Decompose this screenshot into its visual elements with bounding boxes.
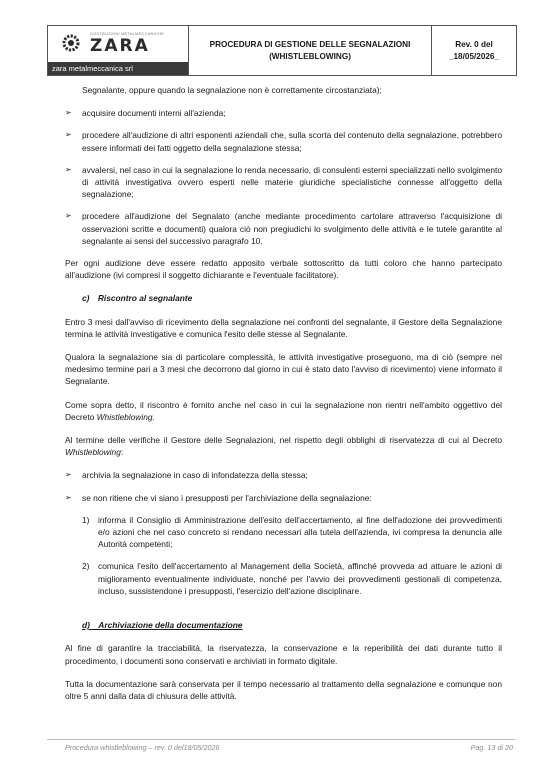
- bullet-item: ➢ avvalersi, nel caso in cui la segnalazione lo renda necessario, di consulenti esterni specializzati nello svolgimento di attività investigativa ovvero esperti nelle materie giuridiche specialistiche connesse all'oggetto della segnalazione;: [65, 164, 502, 200]
- bullet-item: ➢ se non ritiene che vi siano i presupposti per l'archiviazione della segnalazione:: [65, 492, 372, 503]
- arrow-bullet-icon: ➢: [65, 211, 72, 221]
- document-title: [189, 26, 432, 75]
- paragraph: Per ogni audizione deve essere redatto apposito verbale sottoscritto da tutti coloro che hanno partecipato all'audizione (ivi compresi il soggetto dichiarante e l'eventuale facilitatore).: [65, 258, 502, 281]
- footer-page-number: Pag. 13 di 20: [470, 743, 513, 752]
- title-line-2: (WHISTLEBLOWING): [269, 51, 351, 61]
- bullet-item: ➢ archivia la segnalazione in caso di infondatezza della stessa;: [65, 470, 308, 481]
- gear-icon: [60, 32, 82, 54]
- arrow-bullet-icon: ➢: [65, 164, 72, 174]
- arrow-bullet-icon: ➢: [65, 130, 72, 140]
- revision-line-2: _18/05/2026_: [448, 51, 500, 61]
- page-body: [65, 84, 502, 713]
- section-heading-c: c) Riscontro al segnalante: [82, 293, 193, 304]
- footer-divider: [47, 739, 515, 740]
- arrow-bullet-icon: ➢: [65, 492, 72, 502]
- paragraph: Tutta la documentazione sarà conservata per il tempo necessario al trattamento della segnalazione e comunque non oltre 5 anni dalla data di chiusura delle attività.: [65, 678, 502, 701]
- arrow-bullet-icon: ➢: [65, 470, 72, 480]
- paragraph: Segnalante, oppure quando la segnalazione non è correttamente circostanziata);: [82, 85, 382, 95]
- bullet-item: ➢ procedere all'audizione del Segnalato (anche mediante procedimento cartolare attraverso l'acquisizione di osservazioni scritte e documenti) qualora ciò non pregiudichi lo svolgimento delle attività e le tutele garantite al segnalante ai sensi del successivo paragrafo 10.: [65, 211, 502, 246]
- company-logo: [48, 26, 189, 75]
- logo-brand: ZARA: [90, 36, 150, 56]
- title-line-1: PROCEDURA DI GESTIONE DELLE SEGNALAZIONI: [209, 39, 411, 49]
- logo-tagline: COSTRUZIONI METALMECCANICHE: [90, 31, 164, 36]
- company-name: zara metalmeccanica srl: [48, 62, 188, 75]
- numbered-item: 1) informa il Consiglio di Amministrazione dell'esito dell'accertamento, al fine dell'adozione dei provvedimenti e/o azioni che nel caso concreto si rendano necessari alla tutela dell'azienda, ivi compresa la denuncia alle Autorità competenti;: [82, 514, 502, 550]
- paragraph: Come sopra detto, il riscontro è fornito anche nel caso in cui la segnalazione non rientri nell'ambito oggettivo del Decreto Whistleblowing.: [65, 399, 502, 422]
- paragraph: Entro 3 mesi dall'avviso di ricevimento della segnalazione nei confronti del segnalante, il Gestore della Segnalazione termina le attività investigative e comunica l'esito delle stesse al Segnalante.: [65, 316, 502, 339]
- document-header: [47, 25, 517, 76]
- arrow-bullet-icon: ➢: [65, 108, 72, 118]
- revision-box: [432, 26, 516, 75]
- paragraph: Qualora la segnalazione sia di particolare complessità, le attività investigative proseguono, ma di ciò (sempre nel medesimo termine pari a 3 mesi che decorrono dal giorno in cui è stato dato l'avviso di ricevimento) viene informato il Segnalante.: [65, 352, 502, 387]
- section-heading-d: d) Archiviazione della documentazione: [82, 620, 243, 631]
- paragraph: Al termine delle verifiche il Gestore delle Segnalazioni, nel rispetto degli obblighi di riservatezza di cui al Decreto Whistleblowing:: [65, 435, 502, 458]
- footer-document-ref: Procedura whistleblowing – rev. 0 del18/05/2026: [65, 743, 220, 752]
- revision-line-1: Rev. 0 del: [455, 39, 493, 49]
- bullet-item: ➢ acquisire documenti interni all'azienda;: [65, 108, 226, 119]
- paragraph: Al fine di garantire la tracciabilità, la riservatezza, la conservazione e la reperibilità dei dati durante tutto il procedimento, i documenti sono conservati e archiviati in formato digitale.: [65, 643, 502, 666]
- numbered-item: 2) comunica l'esito dell'accertamento al Management della Società, affinché provveda ad attuare le azioni di miglioramento eventualmente individuate, nonché per l'avvio dei provvedimenti gestionali di competenza, incluso, sussistendone i presupposti, l'esercizio dell'azione disciplinare.: [82, 561, 502, 596]
- bullet-item: ➢ procedere all'audizione di altri esponenti aziendali che, sulla scorta del contenuto della segnalazione, potrebbero essere informati dei fatti oggetto della segnalazione stessa;: [65, 130, 502, 153]
